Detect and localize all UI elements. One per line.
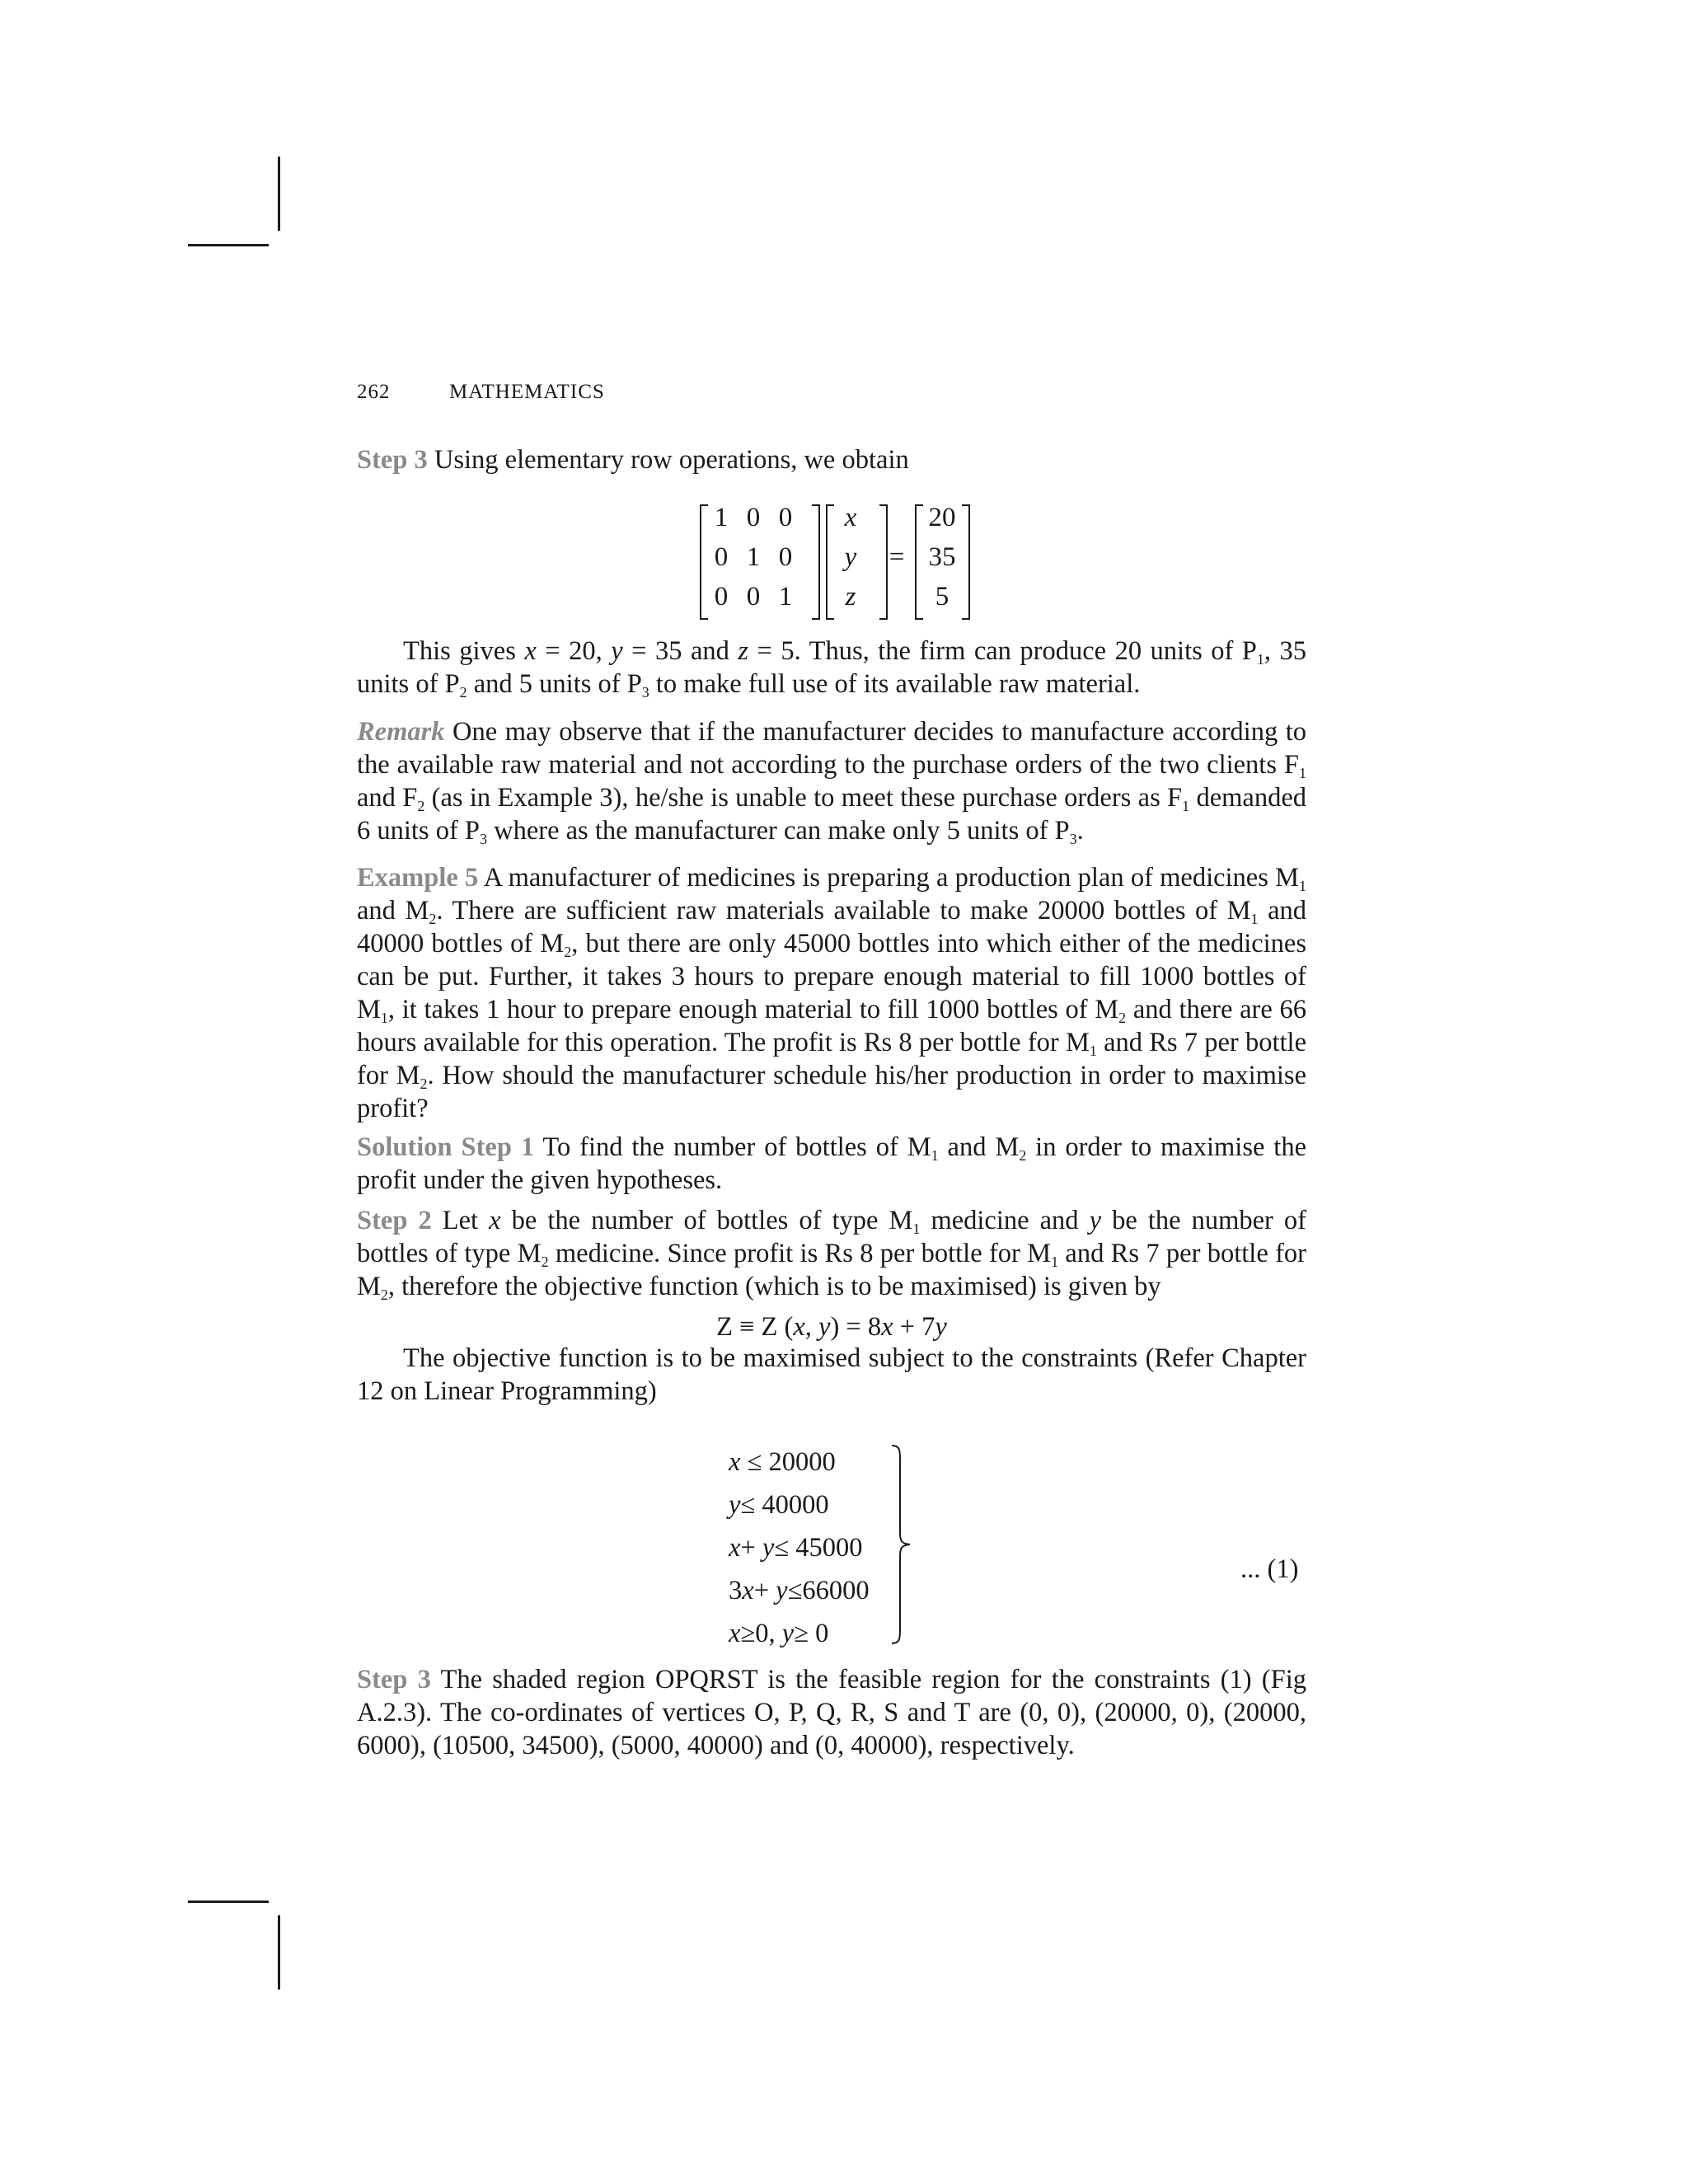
example5-paragraph: Example 5 A manufacturer of medicines is preparing a production plan of medicines $M_1$ and $M_2$. There are sufficient raw materials available to make 20000 bottles of $M_1$ and 40000 bottles of $M_2$, but there are only 45000 bottles into which either of the medicines can be put. Further, it takes 3 hours to prepare enough material to fill 1000 bottles of $M_1$, it takes 1 hour to prepare enough material to fill 1000 bottles of $M_2$ and there are 66 hours available for this operation. The profit is Rs 8 per bottle for $M_1$ and Rs 7 per bottle for $M_2$. How should the manufacturer schedule his/her production in order to maximise profit? (357, 863, 1307, 1123)
constraint-2: y≤ 40000 (729, 1490, 829, 1520)
right-brace-icon (890, 1444, 913, 1645)
result-paragraph: This gives x = 20, y = 35 and z = 5. Thus, the firm can produce 20 units of $P_1$, 35 units of $P_2$ and 5 units of $P_3$ to make full use of its available raw material. (357, 636, 1307, 701)
running-header (357, 381, 605, 404)
book-title: MATHEMATICS (449, 381, 605, 403)
constraint-4: 3x+ y≤66000 (729, 1576, 870, 1605)
objective-text: The objective function is to be maximised subject to the constraints (Refer Chapter 12 on Linear Programming) (357, 1343, 1306, 1406)
step2-label: Step 2 (357, 1206, 432, 1235)
crop-mark-top-horizontal (188, 244, 269, 246)
step3-intro: Step 3 Using elementary row operations, we obtain (357, 445, 909, 475)
step3-feasible-label: Step 3 (357, 1665, 431, 1694)
constraint-5: x≥0, y≥ 0 (729, 1619, 829, 1648)
matrix-equation: 1 0 0 0 1 0 0 0 1 x y z = 20 35 5 (696, 503, 968, 621)
equation-number: ... (1) (1240, 1554, 1299, 1584)
crop-mark-top-vertical (278, 157, 280, 231)
crop-mark-bottom-vertical (278, 1915, 280, 1990)
page-number: 262 (357, 381, 391, 403)
solution-step1-label: Solution Step 1 (357, 1132, 535, 1162)
constraint-3: x+ y≤ 45000 (729, 1533, 863, 1563)
constraints-system (729, 1441, 870, 1655)
step2-paragraph: Step 2 Let x be the number of bottles of type $M_1$ medicine and y be the number of bottles of type $M_2$ medicine. Since profit is Rs 8 per bottle for $M_1$ and Rs 7 per bottle for $M_2$, therefore the objective function (which is to be maximised) is given by (357, 1206, 1307, 1303)
remark-paragraph: Remark One may observe that if the manufacturer decides to manufacture according to the available raw material and not according to the purchase orders of the two clients $F_1$ and $F_2$ (as in Example 3), he/she is unable to meet these purchase orders as $F_1$ demanded 6 units of $P_3$ where as the manufacturer can make only 5 units of $P_3$. (357, 717, 1307, 847)
objective-function: Z ≡ Z (x, y) = 8x + 7y (716, 1312, 947, 1342)
constraint-1: x ≤ 20000 (729, 1447, 836, 1477)
example5-label: Example 5 (357, 863, 479, 893)
solution-step1-paragraph: Solution Step 1 To find the number of bottles of $M_1$ and $M_2$ in order to maximise the profit under the given hypotheses. (357, 1132, 1306, 1195)
crop-mark-bottom-horizontal (188, 1900, 269, 1903)
step3-feasible-paragraph: Step 3 The shaded region OPQRST is the feasible region for the constraints (1) (Fig A.2.3). The co-ordinates of vertices O, P, Q, R, S and T are (0, 0), (20000, 0), (20000, 6000), (10500, 34500), (5000, 40000) and (0, 40000), respectively. (357, 1665, 1306, 1760)
remark-label: Remark (357, 717, 445, 747)
step3-label: Step 3 (357, 445, 428, 475)
